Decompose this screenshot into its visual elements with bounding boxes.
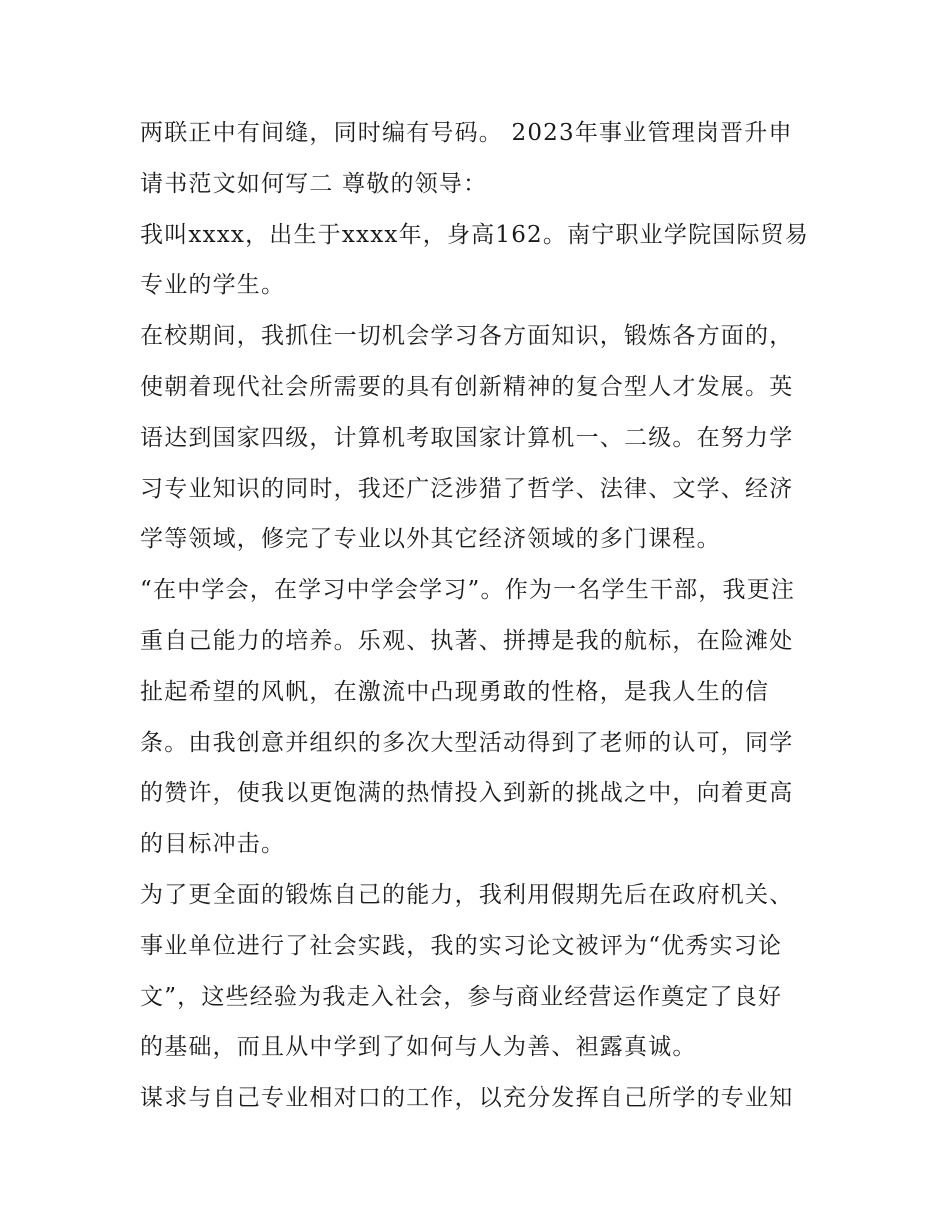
text-line: 谋求与自己专业相对口的工作，以充分发挥自己所学的专业知 bbox=[140, 1085, 794, 1112]
text-line: 我叫xxxx，出生于xxxx年，身高162。南宁职业学院国际贸易 bbox=[140, 221, 810, 248]
text-line: 语达到国家四级，计算机考取国家计算机一、二级。在努力学 bbox=[140, 424, 794, 451]
document-body bbox=[140, 108, 820, 1124]
text-line: 事业单位进行了社会实践，我的实习论文被评为“优秀实习论 bbox=[140, 932, 783, 959]
text-line: 条。由我创意并组织的多次大型活动得到了老师的认可，同学 bbox=[140, 729, 794, 756]
text-line: 的目标冲击。 bbox=[140, 831, 286, 858]
text-line: 专业的学生。 bbox=[140, 272, 286, 299]
text-line: 的赞许，使我以更饱满的热情投入到新的挑战之中，向着更高 bbox=[140, 780, 794, 807]
text-line: 使朝着现代社会所需要的具有创新精神的复合型人才发展。英 bbox=[140, 373, 794, 400]
text-line: 扯起希望的风帆，在激流中凸现勇敢的性格，是我人生的信 bbox=[140, 678, 770, 705]
text-line: 习专业知识的同时，我还广泛涉猎了哲学、法律、文学、经济 bbox=[140, 475, 794, 502]
text-line: 学等领域，修完了专业以外其它经济领域的多门课程。 bbox=[140, 526, 721, 553]
text-line: “在中学会，在学习中学会学习”。作为一名学生干部，我更注 bbox=[140, 577, 796, 604]
text-line: 请书范文如何写二 尊敬的领导： bbox=[140, 170, 488, 197]
text-line: 的基础，而且从中学到了如何与人为善、袒露真诚。 bbox=[140, 1034, 697, 1061]
text-line: 为了更全面的锻炼自己的能力，我利用假期先后在政府机关、 bbox=[140, 881, 794, 908]
text-line: 重自己能力的培养。乐观、执著、拼搏是我的航标，在险滩处 bbox=[140, 627, 794, 654]
text-line: 两联正中有间缝，同时编有号码。 2023年事业管理岗晋升申 bbox=[140, 120, 793, 146]
text-line: 在校期间，我抓住一切机会学习各方面知识，锻炼各方面的， bbox=[140, 323, 794, 350]
text-line: 文”，这些经验为我走入社会，参与商业经营运作奠定了良好 bbox=[140, 983, 783, 1010]
